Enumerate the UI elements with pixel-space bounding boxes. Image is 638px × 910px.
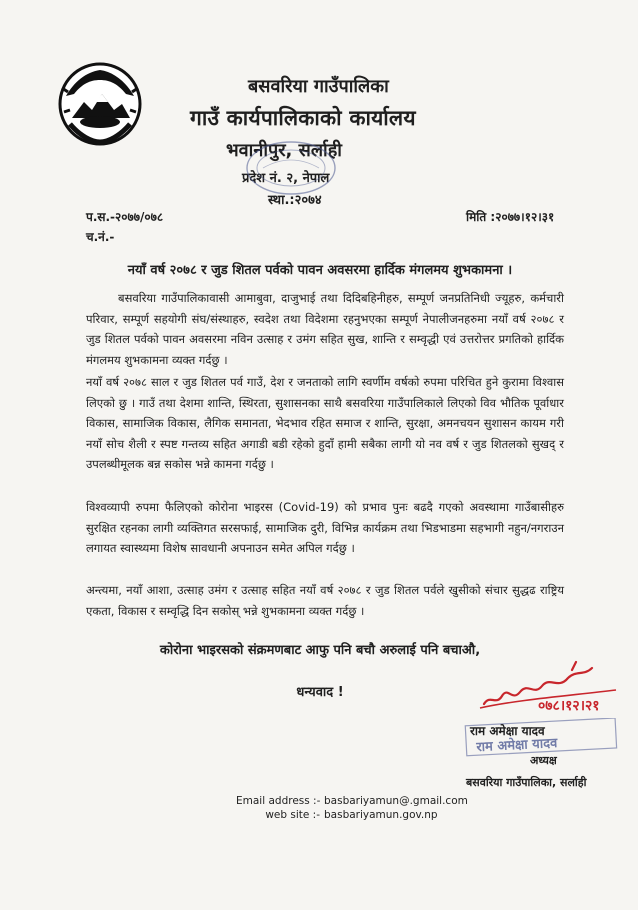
office-name: गाउँ कार्यपालिकाको कार्यालय (190, 106, 416, 130)
signatory-office: बसवरिया गाउँपालिका, सर्लाही (466, 776, 587, 789)
body-paragraph-2: नयाँ वर्ष २०७८ साल र जुड शितल पर्व गाउँ, देश र जनताको लागि स्वर्णीम वर्षको रुपमा परिचित हुने कुरामा विश्वास लिएको छु । गाउँ तथा देशमा शान्ति, स्थिरता, सुशासनका साथै बसवरिया गाउँपालिकाले लिएको विव भौतिक पूर्वाधार विकास, सामाजिक विकास, लैगिक समानता, भेदभाव रहित समाज र शान्ति, सुरक्षा, अमनचयन सुशासन कायम गरी नयाँ सोच शैली र स्पष्ट गन्तव्य सहित अगाडी बडी रहेको हुदाँ हामी सबैका लागी यो नव वर्ष र जुड शितलको सुखद् र उपलब्धीमूलक बन्न सकोस भन्ने कामना गर्दछु । (86, 375, 564, 471)
website-row (236, 808, 468, 822)
website-label: web site :- (265, 809, 320, 821)
letter-title: नयाँ वर्ष २०७८ र जुड शितल पर्वको पावन अवसरमा हार्दिक मंगलमय शुभकामना । (127, 263, 513, 278)
svg-text:राम अमेक्षा यादव: राम अमेक्षा यादव (476, 736, 558, 756)
municipality-name: बसवरिया गाउँपालिका (248, 76, 389, 97)
letter-date: मिति :२०७७।१२।३१ (466, 210, 555, 224)
email-label: Email address :- (236, 795, 321, 807)
nepal-emblem-logo (56, 58, 144, 150)
dispatch-number: च.नं.- (86, 230, 115, 244)
website-url[interactable]: basbariyamun.gov.np (324, 809, 438, 821)
body-paragraph-4: अन्त्यमा, नयाँ आशा, उत्साह उमंग र उत्साह सहित नयाँ वर्ष २०७८ र जुड शितल पर्वले खुसीको संचार सुद्धढ राष्ट्रिय एकता, विकास र सम्वृद्धि दिन सकोस् भन्ने शुभकामना व्यक्त गर्दछु । (86, 583, 564, 618)
email-address[interactable]: basbariyamun@.gmail.com (324, 795, 468, 807)
body-paragraph-3: विश्वव्यापी रुपमा फैलिएको कोरोना भाइरस (Covid-19) को प्रभाव पुनः बढदै गएको अवस्थामा गाउँबासीहरु सुरक्षित रहनका लागी व्यक्तिगत सरसफाई, सामाजिक दुरी, विभिन्न कार्यक्रम तथा भिडभाडमा सहभागी नहुन/नगराउन लगायत स्वास्थ्यमा विशेष सावधानी अपनाउन समेत अपिल गर्दछु । (86, 500, 564, 555)
reference-number: प.स.-२०७७/०७८ (86, 210, 164, 224)
signatory-name: राम अमेक्षा यादव (470, 724, 545, 738)
handwritten-signature (476, 656, 626, 716)
thank-you: धन्यवाद ! (296, 685, 344, 700)
office-seal-stamp (243, 138, 339, 204)
svg-text:०७८।१२।२१: ०७८।१२।२१ (538, 698, 600, 714)
contact-footer (236, 794, 468, 822)
signatory-role: अध्यक्ष (530, 754, 557, 767)
body-paragraph-1: बसवरिया गाउँपालिकावासी आमाबुवा, दाजुभाई तथा दिदिबहिनीहरु, सम्पूर्ण जनप्रतिनिधी ज्यूहरु, कर्मचारी परिवार, सम्पूर्ण सहयोगी संघ/संस्थाहरु, स्वदेश तथा विदेशमा रहनुभएका सम्पूर्ण नेपालीजनहरुमा नयाँ वर्ष २०७८ र जुड शितल पर्वको पावन अवसरमा नविन उत्साह र उमंग सहित सुख, शान्ति र सम्वृद्धी एवं उत्तरोत्तर प्रगतिको हार्दिक मंगलमय शुभकामना व्यक्त गर्दछु । (86, 291, 564, 367)
established-year: स्था.:२०७४ (268, 193, 322, 208)
closing-appeal: कोरोना भाइरसको संक्रमणबाट आफु पनि बचौ अरुलाई पनि बचाऔ, (159, 643, 481, 658)
province-line: प्रदेश नं. २, नेपाल (242, 171, 330, 186)
office-place: भवानीपुर, सर्लाही (226, 140, 342, 161)
email-row (236, 794, 468, 808)
